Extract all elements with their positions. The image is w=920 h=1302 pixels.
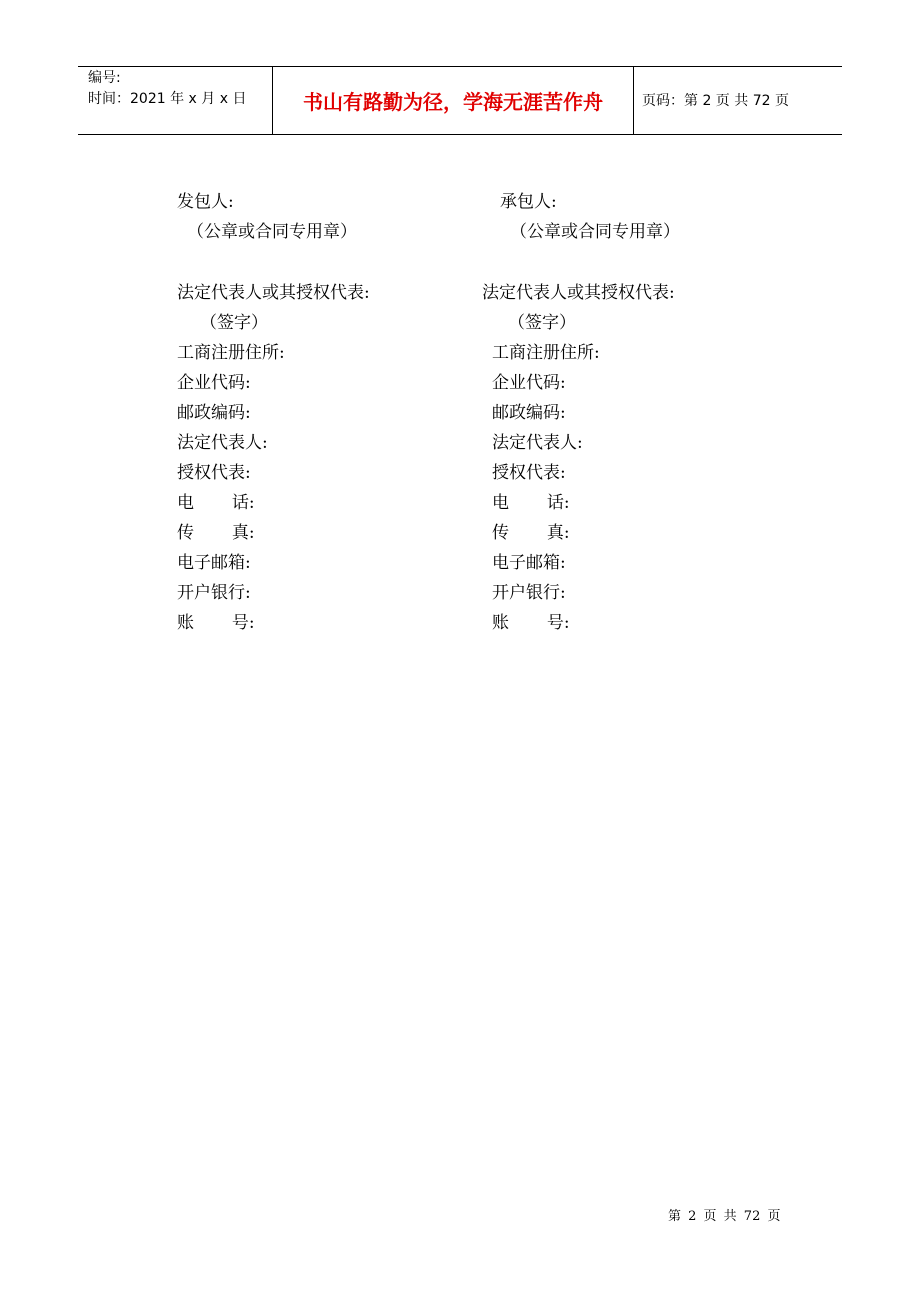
employer-label: 发包人:	[177, 192, 234, 212]
header-right-cell	[634, 67, 842, 134]
contractor-field-address: 工商注册住所:	[492, 343, 600, 363]
employer-field-phone: 电 话:	[177, 493, 255, 513]
employer-field-company-code: 企业代码:	[177, 373, 251, 393]
employer-field-postcode: 邮政编码:	[177, 403, 251, 423]
header-left-cell	[78, 67, 272, 134]
contractor-field-authorized-rep: 授权代表:	[492, 463, 566, 483]
employer-field-account: 账 号:	[177, 613, 255, 633]
document-time: 时间：2021 年 x 月 x 日	[88, 91, 247, 107]
contractor-field-bank: 开户银行:	[492, 583, 566, 603]
contractor-field-fax: 传 真:	[492, 523, 570, 543]
contractor-field-postcode: 邮政编码:	[492, 403, 566, 423]
contractor-field-phone: 电 话:	[492, 493, 570, 513]
employer-sign-note: （签字）	[200, 313, 268, 333]
contractor-field-account: 账 号:	[492, 613, 570, 633]
contractor-field-legal-rep: 法定代表人:	[492, 433, 583, 453]
header-page-info: 页码：第 2 页 共 72 页	[642, 93, 789, 109]
employer-field-address: 工商注册住所:	[177, 343, 285, 363]
document-header	[78, 66, 842, 135]
contractor-seal-note: （公章或合同专用章）	[510, 222, 680, 242]
header-middle-cell	[272, 67, 634, 134]
page-footer-number: 第 2 页 共 72 页	[668, 1209, 781, 1224]
employer-field-authorized-rep: 授权代表:	[177, 463, 251, 483]
header-motto: 书山有路勤为径，学海无涯苦作舟	[303, 90, 603, 114]
employer-seal-note: （公章或合同专用章）	[187, 222, 357, 242]
employer-field-email: 电子邮箱:	[177, 553, 251, 573]
contractor-field-company-code: 企业代码:	[492, 373, 566, 393]
contractor-label: 承包人:	[500, 192, 557, 212]
contractor-rep-title: 法定代表人或其授权代表:	[482, 283, 675, 303]
document-number-label: 编号:	[88, 70, 121, 86]
employer-field-legal-rep: 法定代表人:	[177, 433, 268, 453]
employer-field-fax: 传 真:	[177, 523, 255, 543]
employer-field-bank: 开户银行:	[177, 583, 251, 603]
contractor-sign-note: （签字）	[508, 313, 576, 333]
contractor-field-email: 电子邮箱:	[492, 553, 566, 573]
employer-rep-title: 法定代表人或其授权代表:	[177, 283, 370, 303]
